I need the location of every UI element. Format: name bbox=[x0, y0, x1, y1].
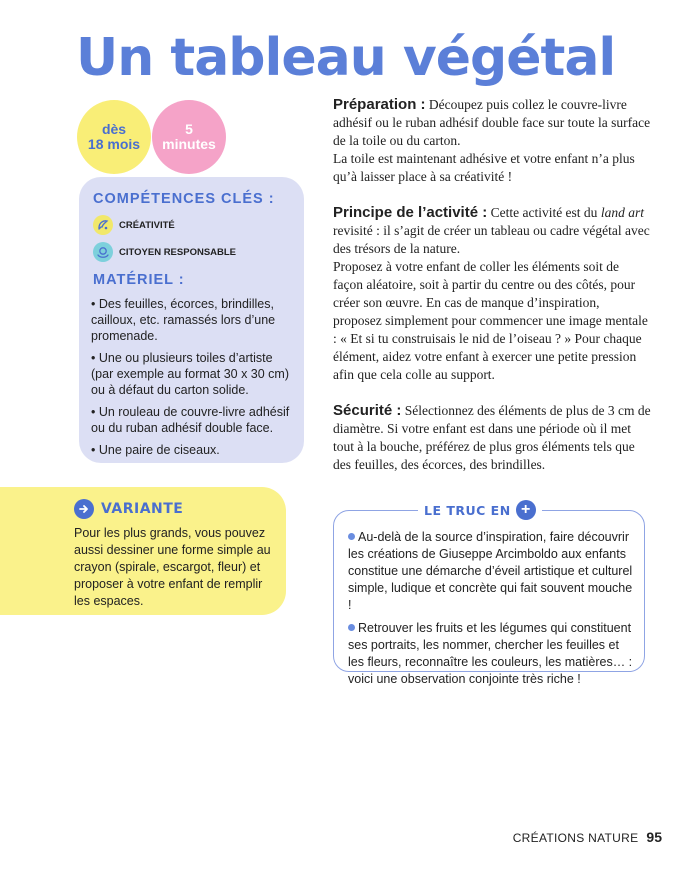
preparation-heading: Préparation : bbox=[333, 96, 426, 113]
principe-paragraph bbox=[333, 204, 651, 384]
truc-item-text: Retrouver les fruits et les légumes qui constituent ses portraits, les nommer, chercher les feuilles et les fleurs, reconnaître les couleurs, les matières… : voici une observation conjointe très riche ! bbox=[348, 621, 633, 686]
page-footer bbox=[513, 829, 662, 845]
truc-header bbox=[418, 500, 542, 520]
principe-text-after: revisité : il s’agit de créer un tableau ou cadre végétal avec des trésors de la nature. bbox=[333, 223, 650, 256]
duration-badge-line2: minutes bbox=[162, 136, 216, 152]
duration-badge-line1: 5 bbox=[185, 121, 193, 137]
age-badge bbox=[77, 100, 151, 174]
securite-paragraph bbox=[333, 402, 651, 474]
truc-box bbox=[333, 501, 645, 686]
competences-heading: COMPÉTENCES CLÉS : bbox=[93, 191, 275, 207]
skills-materials-box bbox=[79, 177, 304, 463]
bullet-icon bbox=[348, 624, 355, 631]
variante-text: Pour les plus grands, vous pouvez aussi dessiner une forme simple au crayon (spirale, escargot, fleur) et proposer à votre enfant de remplir les espaces. bbox=[74, 526, 271, 608]
truc-heading: LE TRUC EN bbox=[424, 502, 511, 518]
variante-box bbox=[0, 487, 286, 615]
materiel-item: • Des feuilles, écorces, brindilles, cailloux, etc. ramassés lors d’une promenade. bbox=[91, 296, 292, 344]
materiel-list bbox=[91, 296, 292, 458]
competence-label: CITOYEN RESPONSABLE bbox=[119, 246, 237, 258]
page-number: 95 bbox=[646, 829, 662, 845]
competence-item bbox=[93, 242, 292, 262]
main-text-column bbox=[333, 96, 651, 492]
age-badge-line1: dès bbox=[101, 121, 127, 137]
principe-text-2: Proposez à votre enfant de coller les éléments soit de façon aléatoire, soit à partir du centre ou des côtés, pour créer son œuvre. En cas de manque d’inspiration, proposez simplement pour commencer une image mentale : « Et si tu construisais le nid de l’oiseau ? » Pour chaque élément, aidez votre enfant à exercer une petite pression afin que cela colle au support. bbox=[333, 259, 648, 382]
materiel-heading: MATÉRIEL : bbox=[93, 272, 185, 288]
materiel-item: • Une paire de ciseaux. bbox=[91, 442, 292, 458]
principe-italic: land art bbox=[600, 205, 644, 220]
truc-item bbox=[348, 620, 634, 688]
materiel-item: • Un rouleau de couvre-livre adhésif ou du ruban adhésif double face. bbox=[91, 404, 292, 436]
variante-heading: VARIANTE bbox=[101, 501, 184, 517]
page-title: Un tableau végétal bbox=[76, 28, 616, 88]
preparation-text: Découpez puis collez le couvre-livre adhésif ou le ruban adhésif double face sur toute la surface de la toile ou du carton. bbox=[333, 97, 651, 148]
truc-item bbox=[348, 529, 634, 614]
materiel-item: • Une ou plusieurs toiles d’artiste (par exemple au format 30 x 30 cm) ou à défaut du carton solide. bbox=[91, 350, 292, 398]
securite-text: Sélectionnez des éléments de plus de 3 cm de diamètre. Si votre enfant est dans une période où il met tout à la bouche, préférez de plus gros éléments tels que des feuilles, des écorces, des brindilles. bbox=[333, 403, 651, 472]
footer-section-title: CRÉATIONS NATURE bbox=[512, 831, 639, 845]
variante-header bbox=[74, 499, 276, 519]
securite-heading: Sécurité : bbox=[333, 402, 402, 419]
plus-icon: + bbox=[516, 500, 536, 520]
preparation-paragraph bbox=[333, 96, 651, 186]
truc-item-text: Au-delà de la source d’inspiration, faire découvrir les créations de Giuseppe Arcimboldo aux enfants constitue une démarche d’éveil artistique et culturel simple, ludique et concrète qui fait souvent mouche ! bbox=[348, 530, 633, 612]
preparation-text-2: La toile est maintenant adhésive et votre enfant n’a plus qu’à laisser place à sa créativité ! bbox=[333, 151, 635, 184]
principe-heading: Principe de l’activité : bbox=[333, 204, 488, 221]
planet-hands-icon bbox=[93, 242, 113, 262]
principe-text: Cette activité est du bbox=[487, 205, 601, 220]
competence-item bbox=[93, 215, 292, 235]
arrow-right-icon bbox=[74, 499, 94, 519]
competence-label: CRÉATIVITÉ bbox=[119, 219, 175, 231]
duration-badge bbox=[152, 100, 226, 174]
age-badge-line2: 18 mois bbox=[87, 136, 141, 152]
creativity-icon bbox=[93, 215, 113, 235]
bullet-icon bbox=[348, 533, 355, 540]
